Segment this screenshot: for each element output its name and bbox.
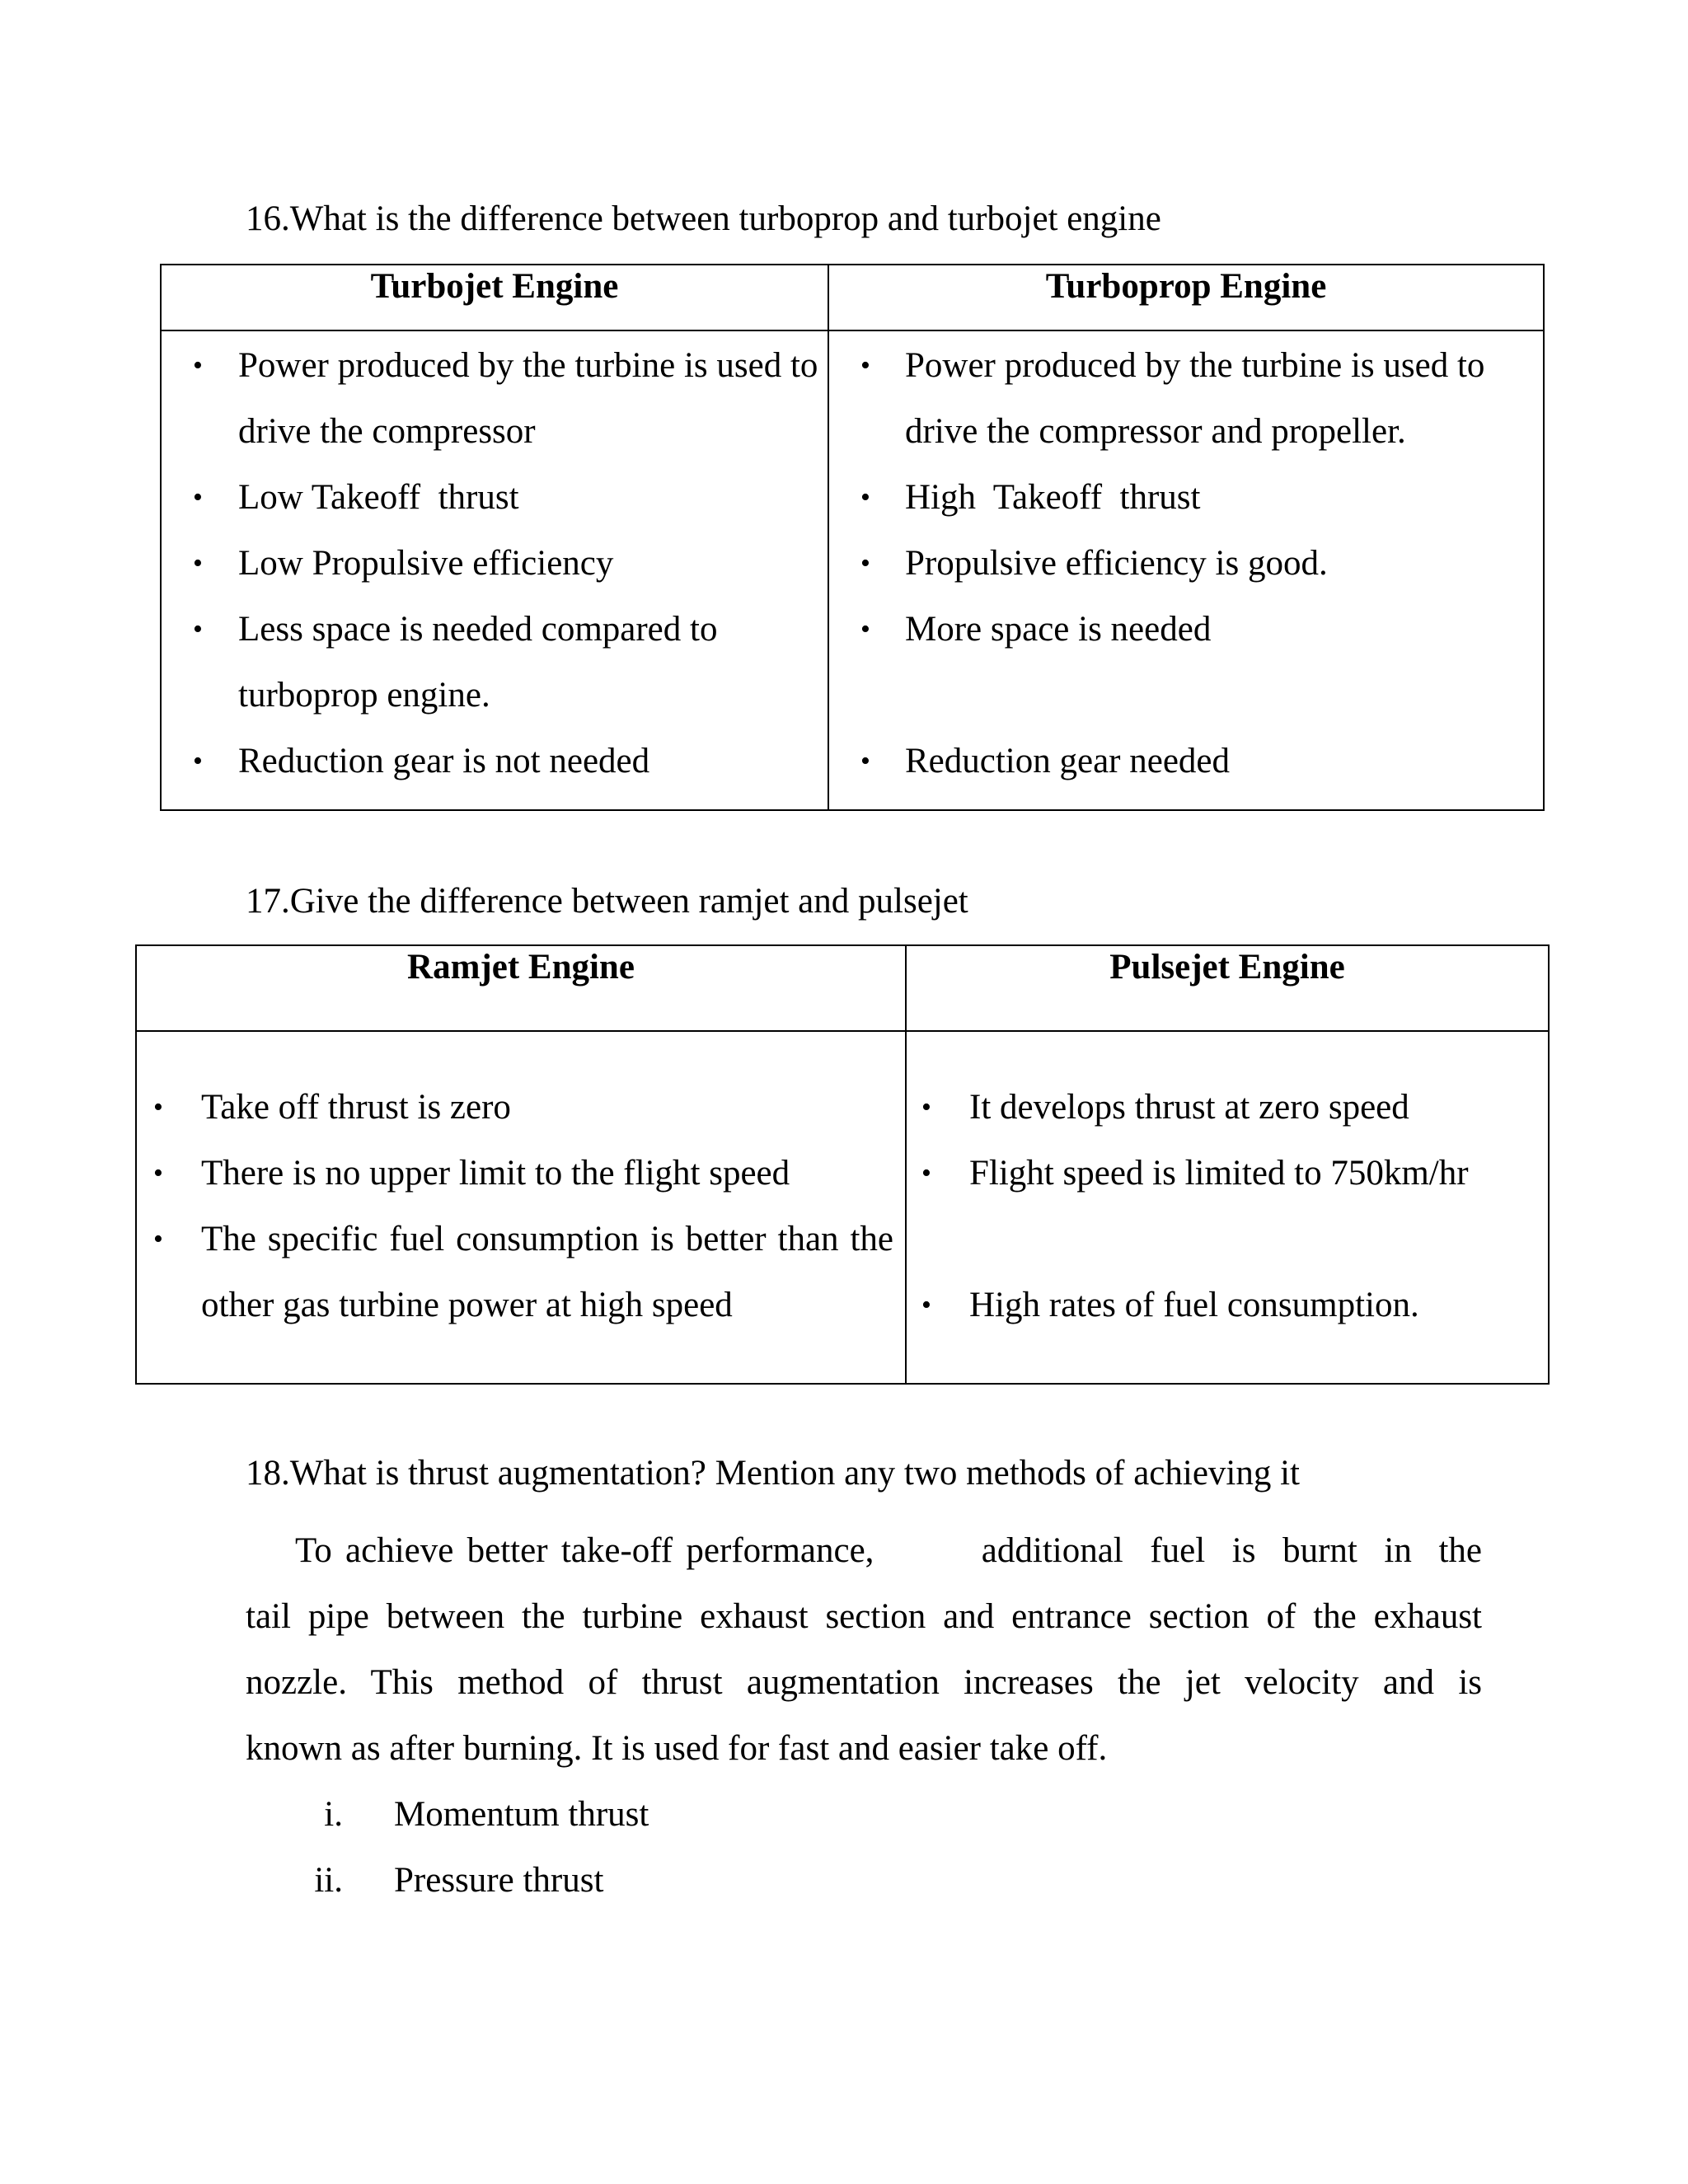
method-text: Pressure thrust <box>394 1861 604 1900</box>
column-header-ramjet: Ramjet Engine <box>136 945 906 1031</box>
point-text: Reduction gear is not needed <box>238 742 650 780</box>
bullet-icon: • <box>193 350 203 381</box>
list-number: ii. <box>314 1861 343 1900</box>
bullet-icon: • <box>193 482 203 513</box>
answer-line: known as after burning. It is used for fast and easier take off. <box>246 1729 1108 1768</box>
list-item <box>162 465 828 531</box>
ramjet-points-cell <box>136 1031 906 1384</box>
point-text: Propulsive efficiency is good. <box>905 544 1328 583</box>
list-item <box>829 531 1543 597</box>
list-item <box>907 1075 1548 1141</box>
list-spacer <box>907 1207 1548 1272</box>
bullet-icon: • <box>193 614 203 644</box>
bullet-icon: • <box>193 548 203 579</box>
pulsejet-points-list <box>907 1032 1548 1338</box>
list-item <box>162 729 828 794</box>
list-item <box>162 531 828 597</box>
bullet-icon: • <box>193 746 203 776</box>
turbojet-vs-turboprop-table <box>160 264 1545 811</box>
list-number: i. <box>324 1795 343 1834</box>
question-18-heading: 18.What is thrust augmentation? Mention any two methods of achieving it <box>246 1454 1300 1493</box>
point-text: More space is needed <box>905 610 1212 649</box>
point-text: Reduction gear needed <box>905 742 1230 780</box>
turbojet-points-cell <box>161 330 828 810</box>
table-row <box>136 1031 1549 1384</box>
point-text: It develops thrust at zero speed <box>969 1088 1409 1127</box>
pulsejet-points-cell <box>906 1031 1549 1384</box>
list-item <box>162 597 828 729</box>
list-item <box>907 1141 1548 1207</box>
list-item <box>246 1848 649 1914</box>
point-text: Take off thrust is zero <box>201 1088 511 1127</box>
list-spacer <box>829 663 1543 729</box>
turboprop-points-cell <box>828 330 1544 810</box>
method-text: Momentum thrust <box>394 1795 649 1834</box>
bullet-icon: • <box>921 1290 931 1320</box>
bullet-icon: • <box>860 614 870 644</box>
list-item <box>246 1782 649 1848</box>
answer-line: nozzle. This method of thrust augmentation increases the jet velocity and is <box>246 1663 1482 1702</box>
bullet-icon: • <box>153 1224 163 1254</box>
column-header-turboprop: Turboprop Engine <box>828 265 1544 330</box>
answer-line: To achieve better take-off performance, additional fuel is burnt in the <box>295 1531 1482 1570</box>
bullet-icon: • <box>860 482 870 513</box>
column-header-pulsejet: Pulsejet Engine <box>906 945 1549 1031</box>
list-item <box>137 1075 905 1141</box>
point-text: There is no upper limit to the flight speed <box>201 1154 790 1193</box>
point-text: Power produced by the turbine is used to drive the compressor and propeller. <box>905 346 1485 451</box>
list-item <box>137 1207 905 1338</box>
answer-paragraph <box>246 1518 1482 1782</box>
methods-list <box>246 1782 649 1914</box>
ramjet-points-list <box>137 1032 905 1338</box>
point-text: Low Takeoff thrust <box>238 478 519 517</box>
point-text: The specific fuel consumption is better than the other gas turbine power at high speed <box>201 1220 893 1324</box>
list-item <box>829 465 1543 531</box>
point-text: High Takeoff thrust <box>905 478 1201 517</box>
bullet-icon: • <box>921 1158 931 1188</box>
bullet-icon: • <box>153 1092 163 1122</box>
bullet-icon: • <box>921 1092 931 1122</box>
point-text: High rates of fuel consumption. <box>969 1286 1419 1324</box>
ramjet-vs-pulsejet-table <box>135 944 1550 1385</box>
point-text: Low Propulsive efficiency <box>238 544 614 583</box>
table-row <box>161 330 1544 810</box>
answer-line: tail pipe between the turbine exhaust section and entrance section of the exhaust <box>246 1597 1482 1636</box>
bullet-icon: • <box>860 746 870 776</box>
point-text: Less space is needed compared to turboprop engine. <box>238 610 718 715</box>
list-item <box>829 729 1543 794</box>
point-text: Power produced by the turbine is used to drive the compressor <box>238 346 818 451</box>
list-item <box>907 1272 1548 1338</box>
table-header-row <box>136 945 1549 1031</box>
bullet-icon: • <box>860 350 870 381</box>
question-16-heading: 16.What is the difference between turboprop and turbojet engine <box>246 199 1161 238</box>
bullet-icon: • <box>153 1158 163 1188</box>
list-item <box>829 597 1543 663</box>
bullet-icon: • <box>860 548 870 579</box>
list-item <box>829 333 1543 465</box>
table-header-row <box>161 265 1544 330</box>
column-header-turbojet: Turbojet Engine <box>161 265 828 330</box>
turboprop-points-list <box>829 331 1543 794</box>
question-17-heading: 17.Give the difference between ramjet and pulsejet <box>246 882 968 921</box>
list-item <box>162 333 828 465</box>
point-text: Flight speed is limited to 750km/hr <box>969 1154 1469 1193</box>
list-item <box>137 1141 905 1207</box>
turbojet-points-list <box>162 331 828 794</box>
